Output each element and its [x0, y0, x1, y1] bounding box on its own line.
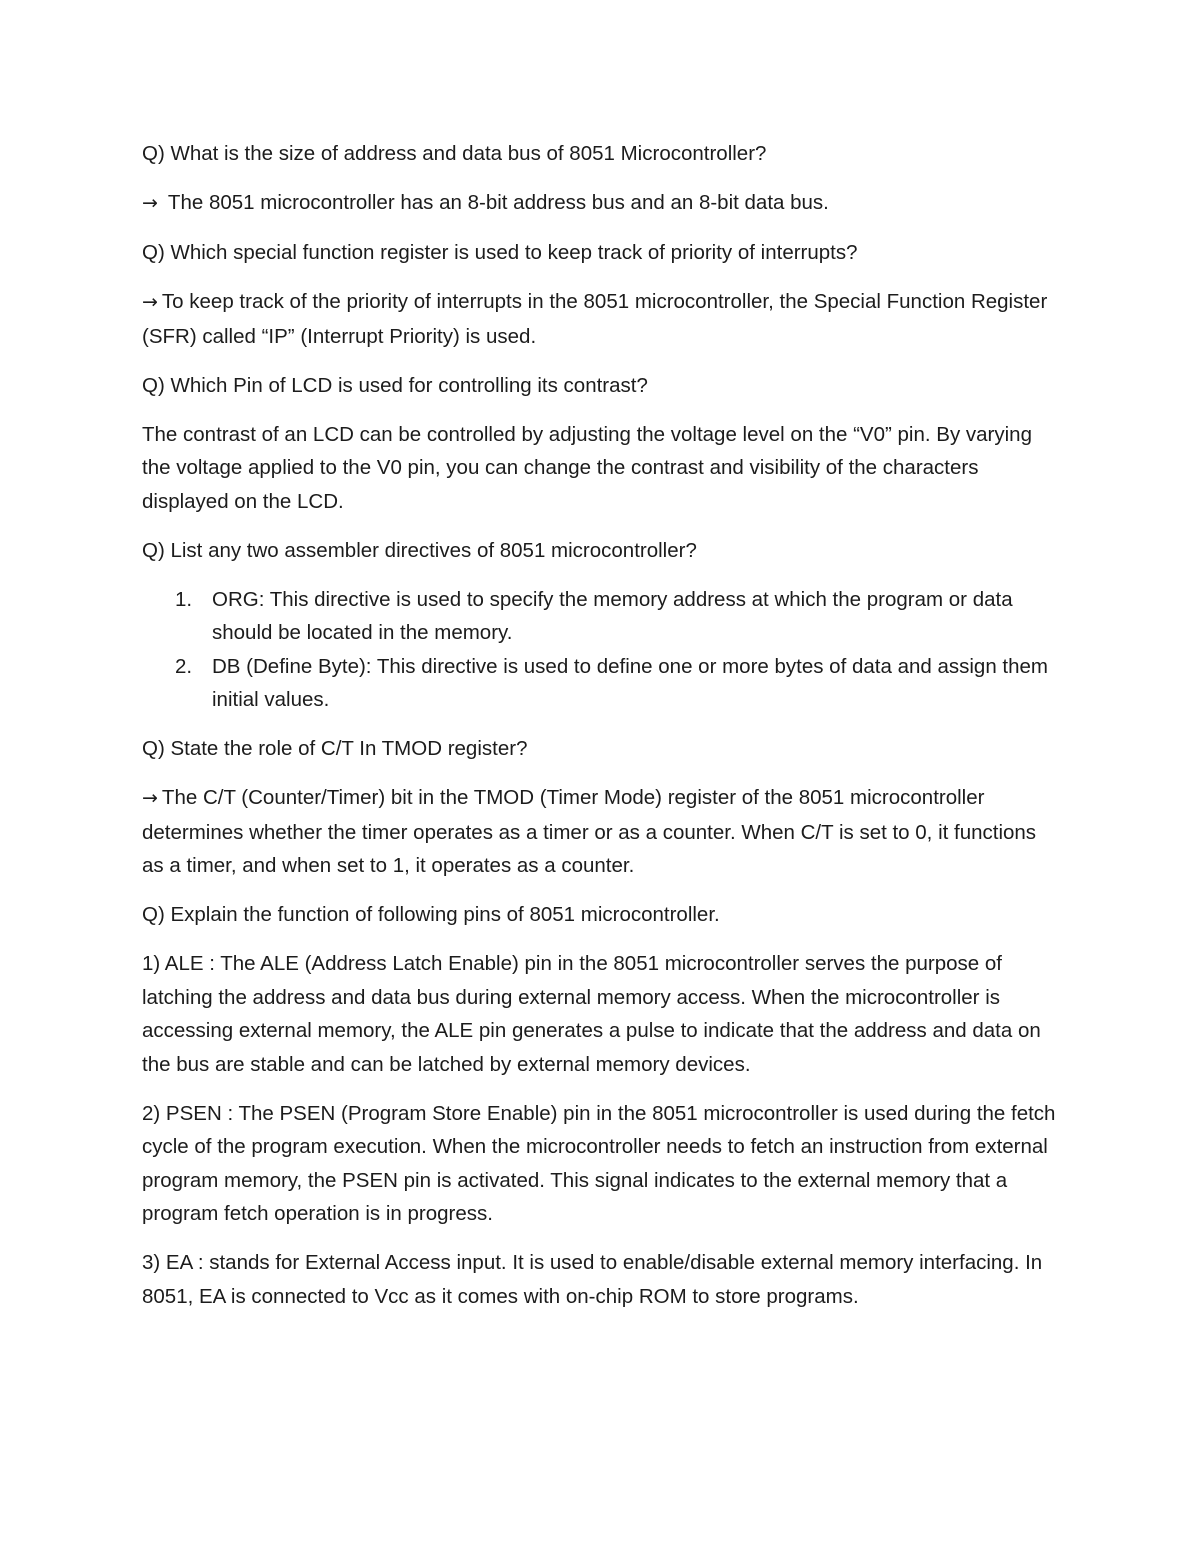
list-item-number: 1. [175, 587, 193, 611]
answer-3: The contrast of an LCD can be controlled by adjusting the voltage level on the “V0” pin. By varying the voltage applied to the V0 pin, you can change the contrast and visibility of the characters displayed on the LCD. [142, 422, 1032, 513]
arrow-icon: → [142, 787, 158, 809]
pin-ea: 3) EA : stands for External Access input. It is used to enable/disable external memory interfacing. In 8051, EA is connected to Vcc as it comes with on-chip ROM to store programs. [142, 1251, 1043, 1308]
list-item-text: ORG: This directive is used to specify the memory address at which the program or data should be located in the memory. [212, 587, 1013, 644]
document-body [142, 137, 1062, 1329]
list-item [142, 650, 1062, 717]
question-1: Q) What is the size of address and data bus of 8051 Microcontroller? [142, 142, 767, 165]
list-item-number: 2. [175, 654, 193, 678]
answer-5-text: The C/T (Counter/Timer) bit in the TMOD (Timer Mode) register of the 8051 microcontroller determines whether the timer operates as a timer or as a counter. When C/T is set to 0, it functions as a timer, and when set to 1, it operates as a counter. [142, 786, 1037, 877]
answer-2-text: To keep track of the priority of interrupts in the 8051 microcontroller, the Special Function Register (SFR) called “IP” (Interrupt Priority) is used. [142, 290, 1048, 348]
list-item [142, 583, 1062, 650]
answer-5 [142, 781, 1062, 883]
arrow-icon: → [142, 291, 158, 313]
answer-2 [142, 285, 1062, 353]
list-item-text: DB (Define Byte): This directive is used to define one or more bytes of data and assign them initial values. [212, 654, 1048, 711]
pin-psen: 2) PSEN : The PSEN (Program Store Enable) pin in the 8051 microcontroller is used during the fetch cycle of the program execution. When the microcontroller needs to fetch an instruction from external program memory, the PSEN pin is activated. This signal indicates to the external memory that a program fetch operation is in progress. [142, 1101, 1056, 1225]
question-5: Q) State the role of C/T In TMOD register? [142, 737, 528, 760]
question-2: Q) Which special function register is used to keep track of priority of interrupts? [142, 241, 858, 264]
question-3: Q) Which Pin of LCD is used for controlling its contrast? [142, 373, 648, 397]
directives-list [142, 583, 1062, 717]
question-4: Q) List any two assembler directives of 8051 microcontroller? [142, 538, 697, 562]
answer-1 [142, 186, 1062, 221]
question-6: Q) Explain the function of following pins of 8051 microcontroller. [142, 903, 720, 926]
arrow-icon: → [142, 192, 158, 214]
pin-ale: 1) ALE : The ALE (Address Latch Enable) pin in the 8051 microcontroller serves the purpose of latching the address and data bus during external memory access. When the microcontroller is accessing external memory, the ALE pin generates a pulse to indicate that the address and data on the bus are stable and can be latched by external memory devices. [142, 952, 1041, 1076]
answer-1-text: The 8051 microcontroller has an 8-bit address bus and an 8-bit data bus. [167, 191, 829, 214]
